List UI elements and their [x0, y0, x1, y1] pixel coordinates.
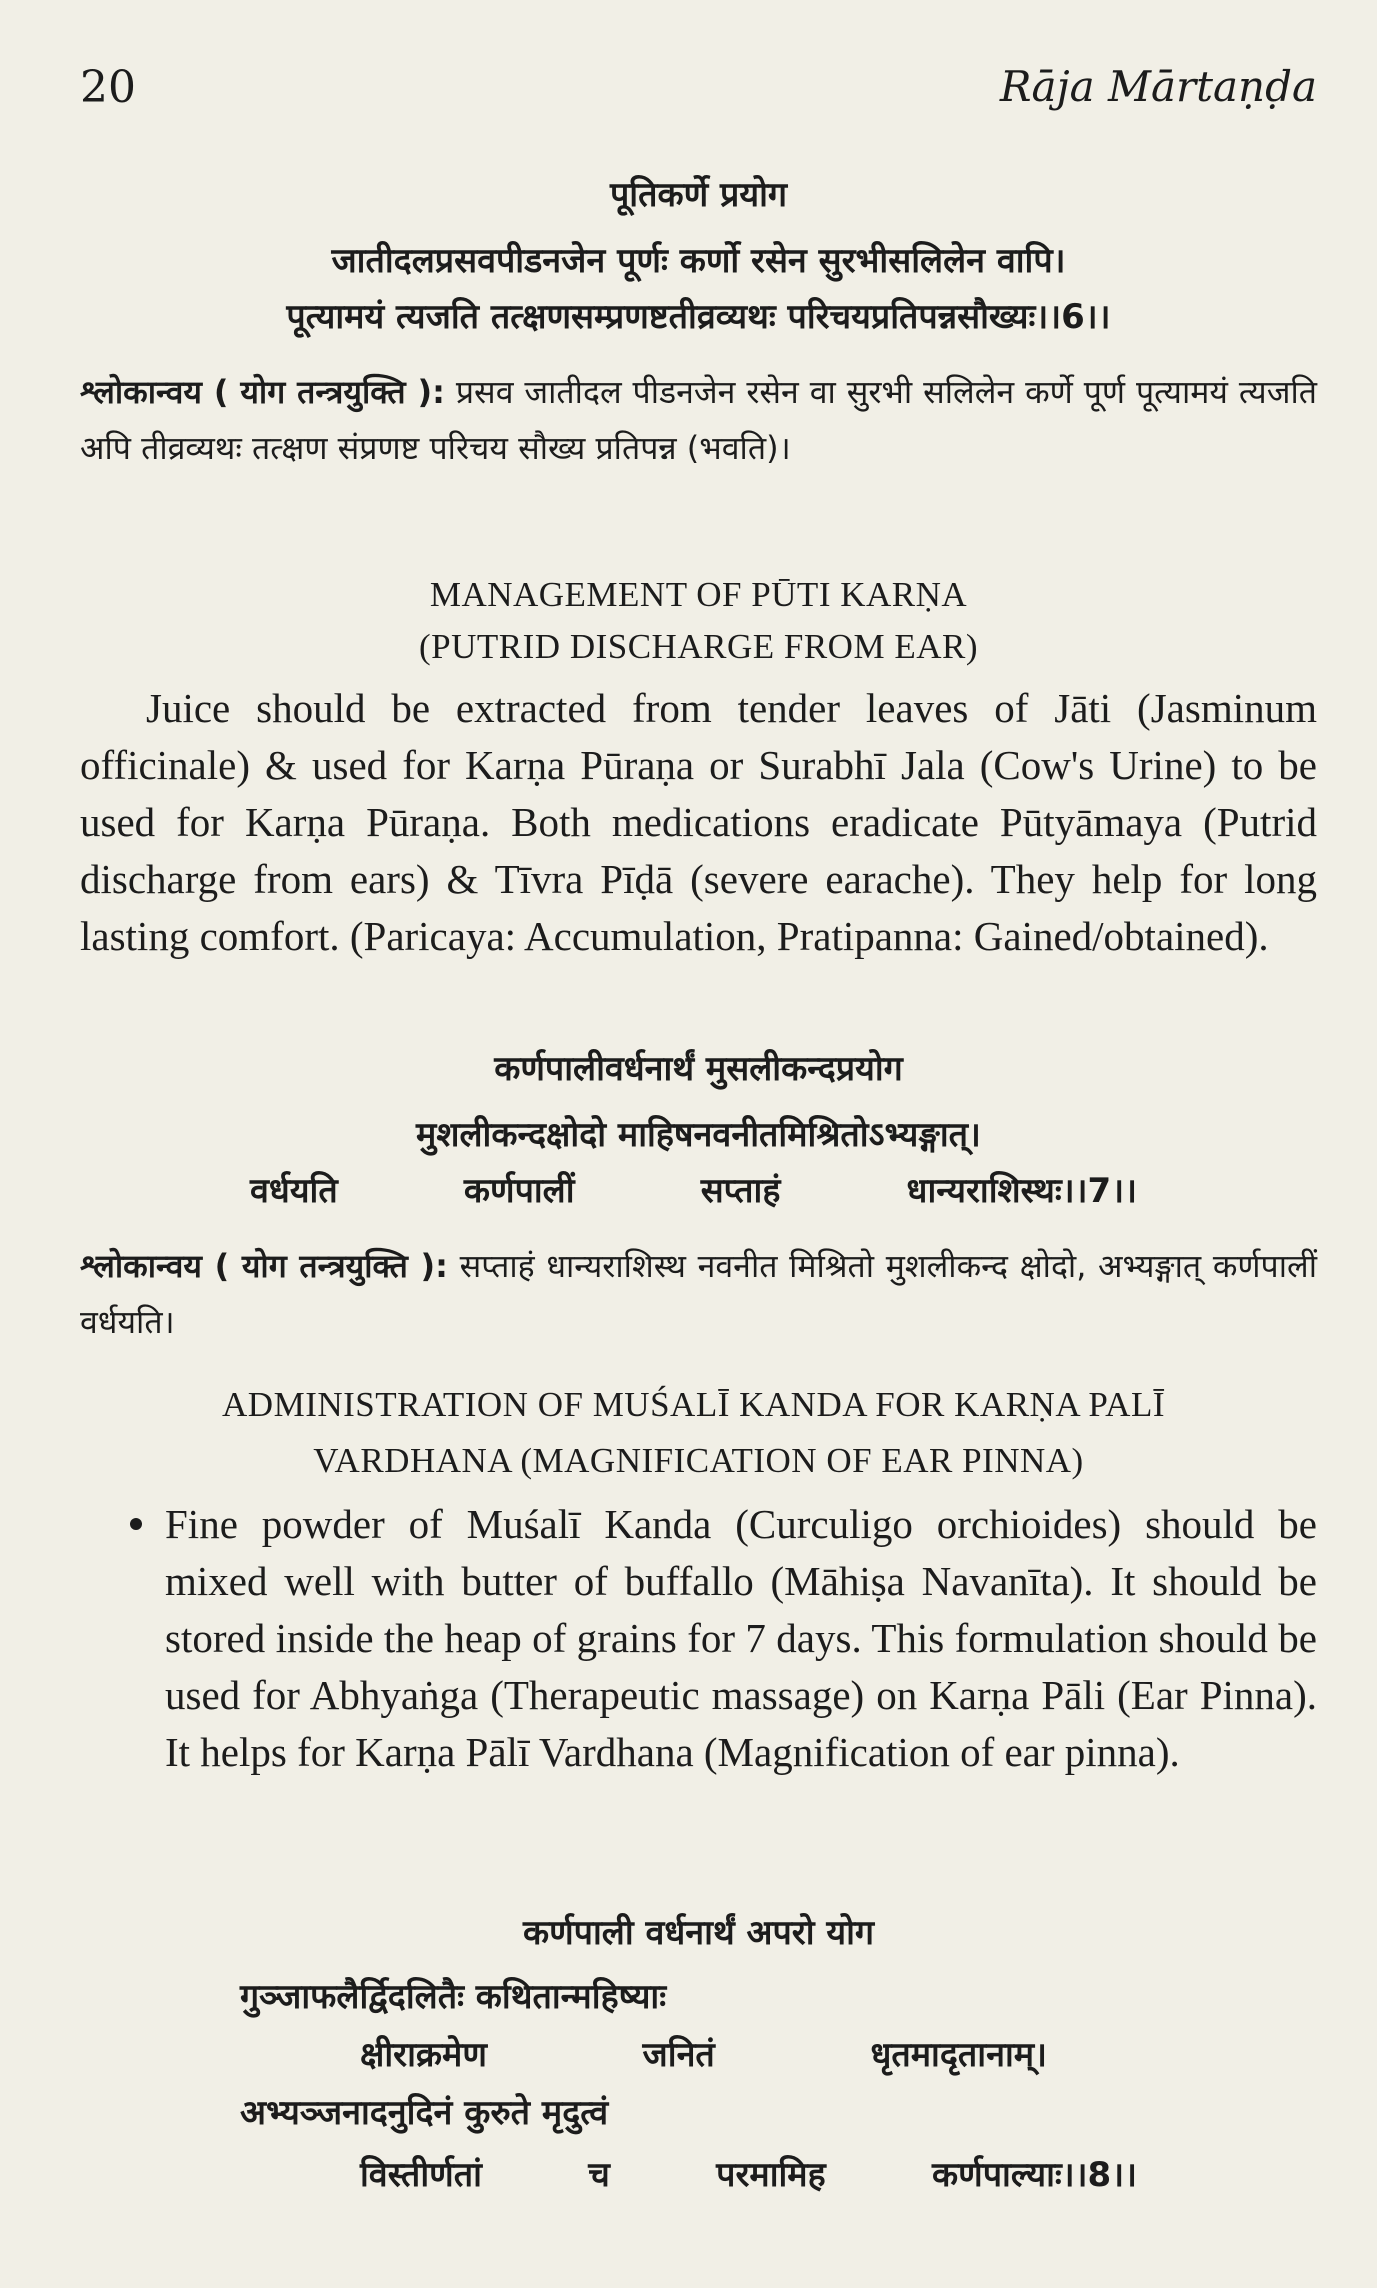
book-title: Rāja Mārtaṇḍa [999, 62, 1317, 111]
verse7-word: कर्णपालीं [463, 1171, 575, 1211]
verse8-line2 [360, 2030, 1047, 2076]
anvaya-text-2: सप्ताहं धान्यराशिस्थ नवनीत मिश्रितो मुशलीकन्द क्षोदो, अभ्यङ्गात् कर्णपालीं वर्धयति। [80, 1247, 1317, 1341]
verse6-line2: पूत्यामयं त्यजति तत्क्षणसम्प्रणष्टतीव्रव्यथः परिचयप्रतिपन्नसौख्यः।।6।। [286, 297, 1111, 337]
english-heading-1b: (PUTRID DISCHARGE FROM EAR) [419, 627, 978, 666]
anvaya-label-2: श्लोकान्वय ( योग तन्त्रयुक्ति ): [80, 1247, 448, 1285]
verse8-word: च [588, 2155, 610, 2195]
sanskrit-heading-3: कर्णपाली वर्धनार्थं अपरो योग [522, 1913, 875, 1953]
bullet-text: Fine powder of Muśalī Kanda (Curculigo orchioides) should be mixed well with butter of buffallo (Māhiṣa Navanīta). It should be stored inside the heap of grains for 7 days. This formulation should be used for Abhyaṅga (Therapeutic massage) on Karṇa Pāli (Ear Pinna). It helps for Karṇa Pālī Vardhana (Magnification of ear pinna). [165, 1501, 1317, 1775]
verse8-word: विस्तीर्णतां [360, 2155, 482, 2195]
anvaya-label-1: श्लोकान्वय ( योग तन्त्रयुक्ति ): [80, 373, 445, 411]
anvaya-text-1: प्रसव जातीदल पीडनजेन रसेन वा सुरभी सलिलेन कर्णे पूर्ण पूत्यामयं त्यजति अपि तीव्रव्यथः तत्क्षण संप्रणष्ट परिचय सौख्य प्रतिपन्न (भवति)। [80, 373, 1317, 467]
verse8-word: कर्णपाल्याः।।8।। [932, 2155, 1137, 2195]
english-heading-1a: MANAGEMENT OF PŪTI KARṆA [429, 575, 968, 614]
english-heading-2b: VARDHANA (MAGNIFICATION OF EAR PINNA) [313, 1441, 1084, 1480]
verse8-line3: अभ्यञ्जनादनुदिनं कुरुते मृदुत्वं [240, 2093, 609, 2133]
sanskrit-heading-2: कर्णपालीवर्धनार्थं मुसलीकन्दप्रयोग [494, 1049, 903, 1089]
bullet-dot [130, 1518, 142, 1530]
paragraph-puti-karna: Juice should be extracted from tender leaves of Jāti (Jasminum officinale) & used for Karṇa Pūraṇa or Surabhī Jala (Cow's Urine) to be used for Karṇa Pūraṇa. Both medications eradicate Pūtyāmaya (Putrid discharge from ears) & Tīvra Pīḍā (severe earache). They help for long lasting comfort. (Paricaya: Accumulation, Pratipanna: Gained/obtained). [80, 685, 1317, 959]
verse7-line2 [250, 1166, 1137, 1212]
verse7-word: सप्ताहं [700, 1171, 781, 1211]
verse8-word: परमामिह [716, 2155, 826, 2195]
verse6-line1: जातीदलप्रसवपीडनजेन पूर्णः कर्णो रसेन सुरभीसलिलेन वापि। [331, 241, 1066, 281]
bullet-item-musali [165, 1496, 1317, 1781]
verse8-line4 [360, 2150, 1137, 2196]
anvaya-2 [80, 1238, 1317, 1350]
sanskrit-heading-1: पूतिकर्णे प्रयोग [609, 175, 788, 215]
verse8-word: क्षीराक्रमेण [360, 2035, 487, 2075]
english-heading-2a: ADMINISTRATION OF MUŚALĪ KANDA FOR KARṆA PALĪ [222, 1385, 1165, 1424]
verse7-word: वर्धयति [250, 1171, 338, 1211]
verse8-word: धृतमादृतानाम्। [870, 2035, 1047, 2075]
verse7-word: धान्यराशिस्थः।।7।। [906, 1171, 1137, 1211]
running-head [80, 62, 1317, 122]
verse8-line1: गुञ्जाफलैर्द्विदलितैः कथितान्महिष्याः [240, 1977, 667, 2017]
anvaya-1 [80, 364, 1317, 476]
verse8-word: जनितं [642, 2035, 715, 2075]
page-number: 20 [80, 62, 136, 113]
verse7-line1: मुशलीकन्दक्षोदो माहिषनवनीतमिश्रितोऽभ्यङ्गात्। [416, 1115, 981, 1155]
